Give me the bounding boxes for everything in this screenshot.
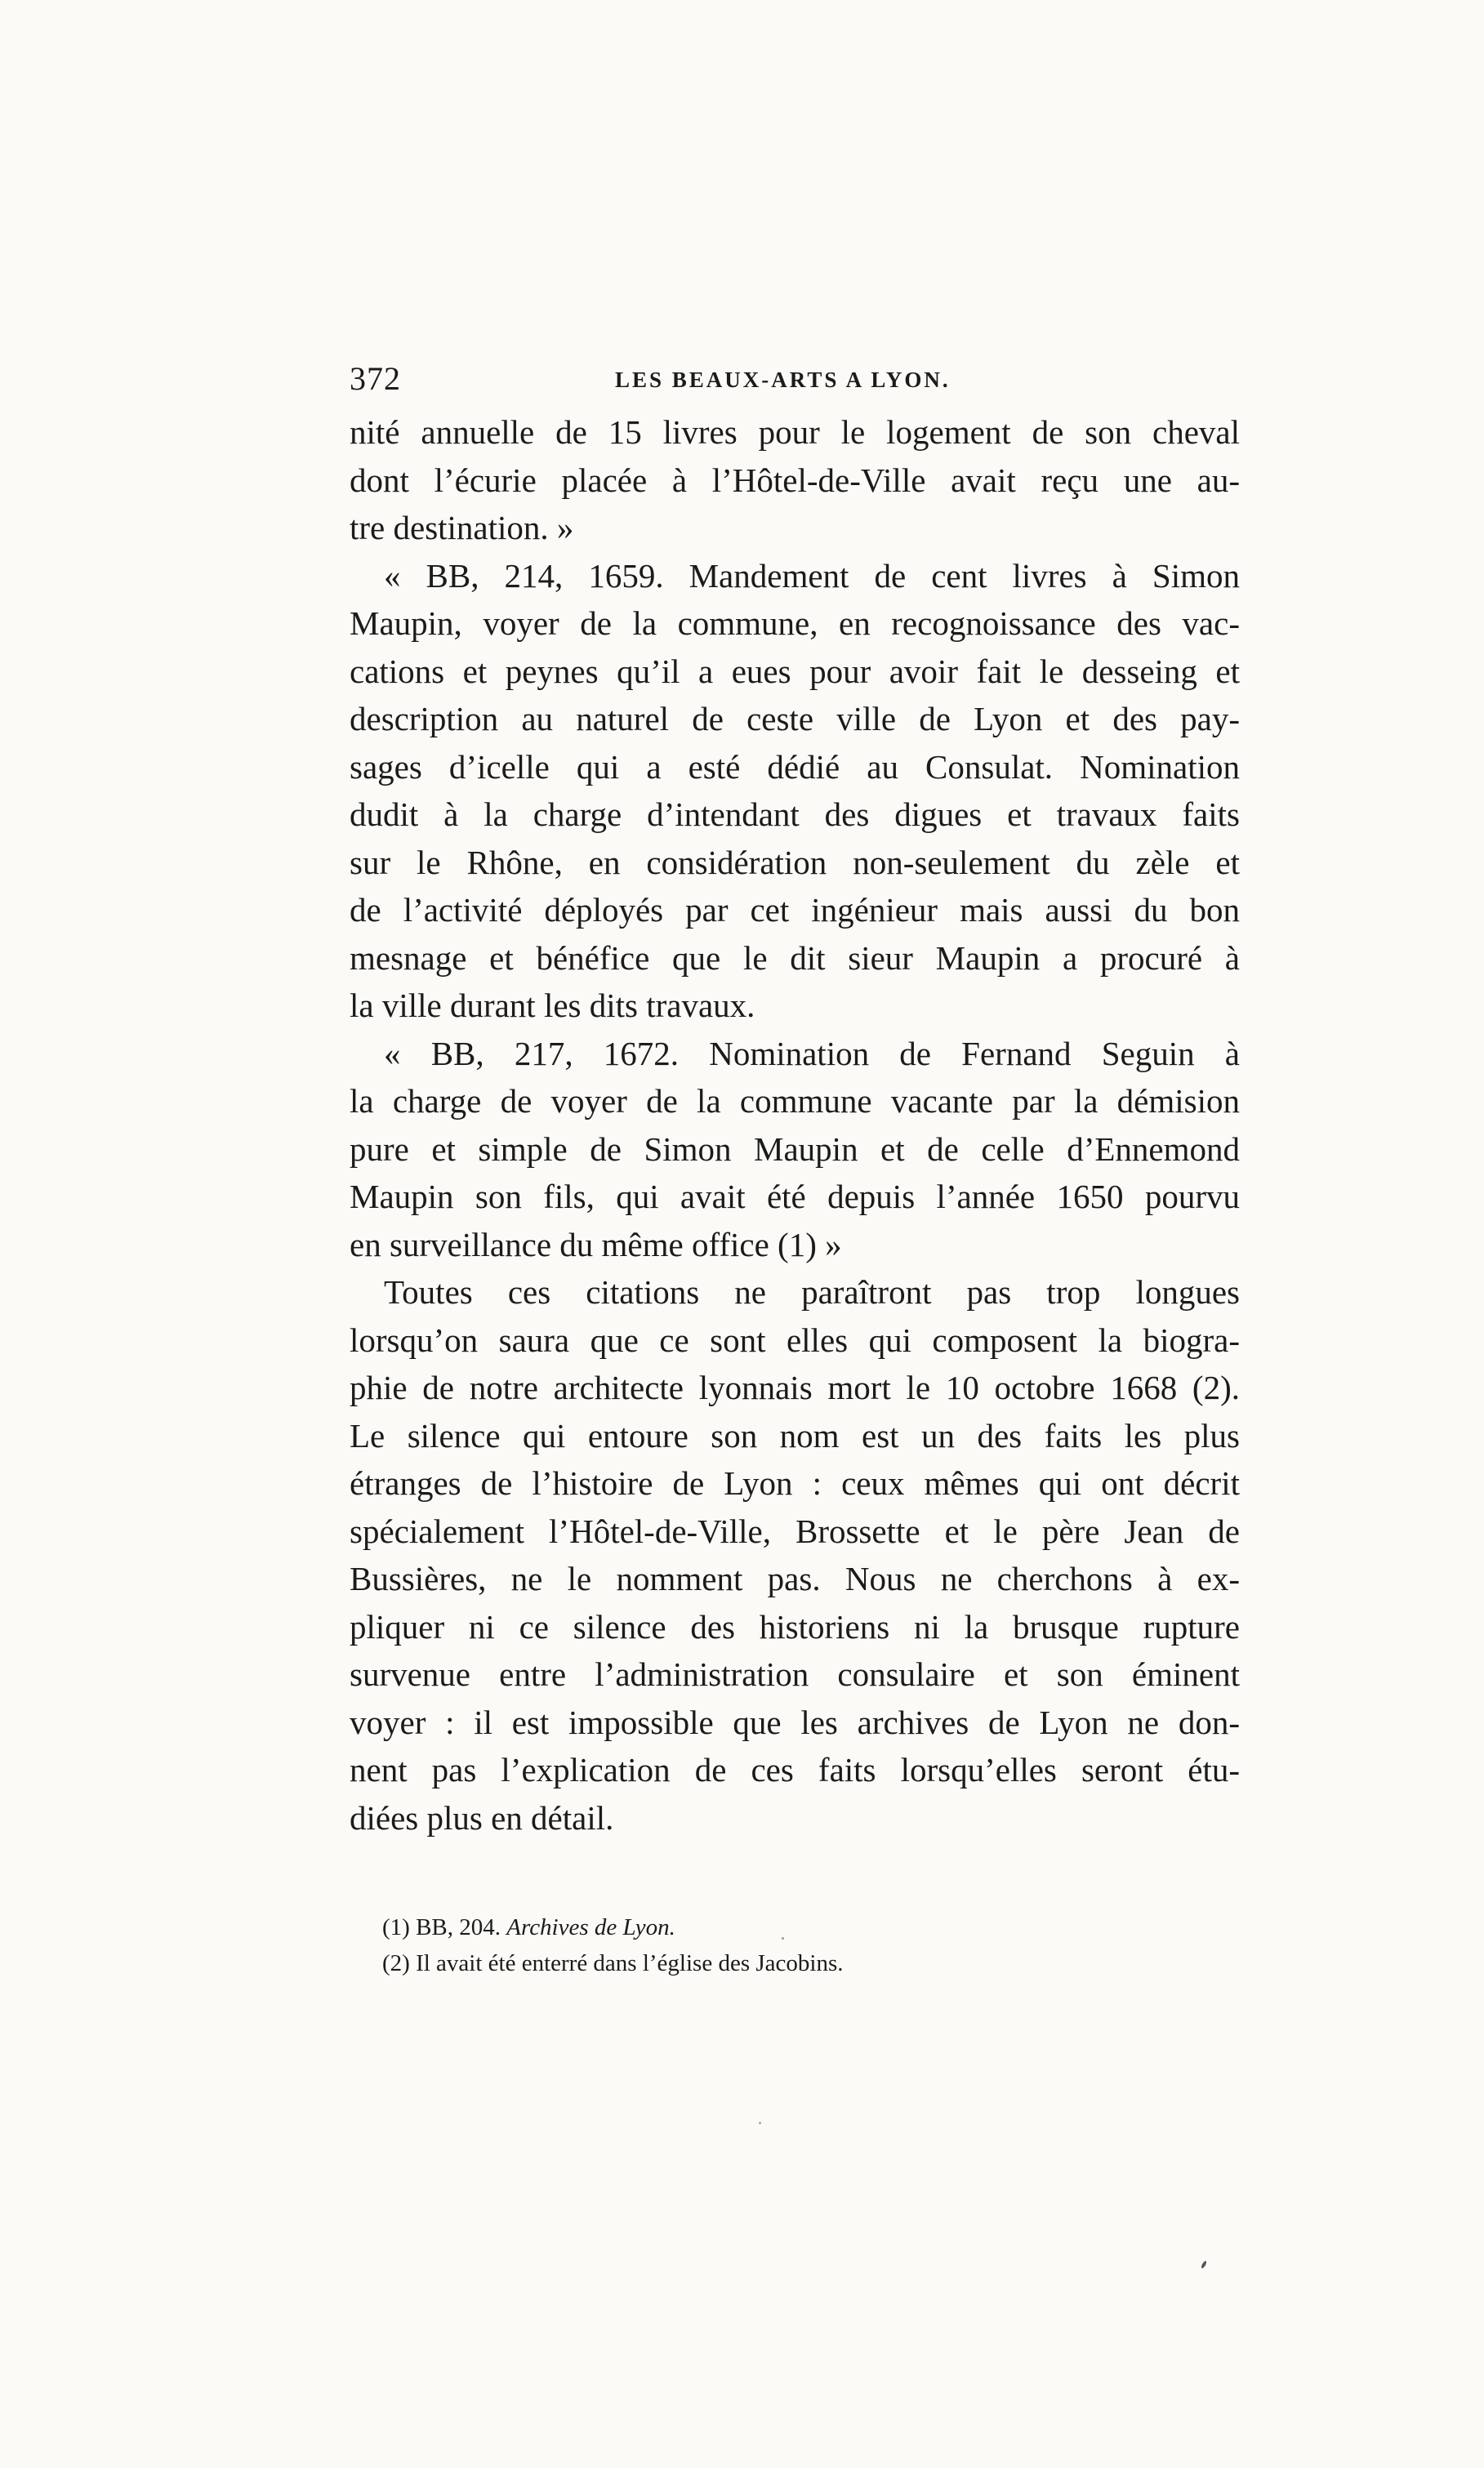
body-text [350, 408, 1240, 1842]
text-line: lorsqu’on saura que ce sont elles qui composent la biogra- [350, 1321, 1240, 1359]
footnote-2-mark: (2) [382, 1950, 410, 1976]
text-line: dudit à la charge d’intendant des digues et travaux faits [350, 795, 1240, 833]
paper-speck [1201, 2261, 1207, 2270]
text-line: sur le Rhône, en considération non-seulement du zèle et [350, 843, 1240, 881]
text-line: étranges de l’histoire de Lyon : ceux mêmes qui ont décrit [350, 1464, 1240, 1502]
footnote-1-mark: (1) [382, 1914, 410, 1940]
running-head: LES BEAUX-ARTS A LYON. [615, 368, 951, 392]
page-header [350, 359, 1240, 400]
text-line: phie de notre architecte lyonnais mort le 10 octobre 1668 (2). [350, 1369, 1240, 1406]
page-number: 372 [350, 360, 401, 397]
text-line: survenue entre l’administration consulaire et son éminent [350, 1655, 1240, 1693]
text-line: voyer : il est impossible que les archives de Lyon ne don- [350, 1703, 1240, 1741]
text-line: en surveillance du même office (1) » [350, 1225, 842, 1263]
text-line: Le silence qui entoure son nom est un des faits les plus [350, 1416, 1240, 1455]
text-line: dont l’écurie placée à l’Hôtel-de-Ville avait reçu une au- [350, 461, 1240, 499]
text-line: la ville durant les dits travaux. [350, 987, 755, 1024]
text-line: Toutes ces citations ne paraîtront pas trop longues [384, 1273, 1240, 1311]
text-line: nité annuelle de 15 livres pour le logement de son cheval [350, 413, 1240, 451]
text-line: spécialement l’Hôtel-de-Ville, Brossette et le père Jean de [350, 1512, 1240, 1550]
text-line: tre destination. » [350, 509, 574, 546]
text-line: pliquer ni ce silence des historiens ni la brusque rupture [350, 1607, 1240, 1646]
text-line: mesnage et bénéfice que le dit sieur Maupin a procuré à [350, 938, 1240, 977]
footnote-1-italic: Archives de Lyon. [506, 1914, 675, 1940]
text-line: pure et simple de Simon Maupin et de celle d’Ennemond [350, 1129, 1240, 1168]
paper-speck [782, 1937, 784, 1940]
text-line: Maupin, voyer de la commune, en recognoissance des vac- [350, 604, 1240, 642]
text-line: de l’activité déployés par cet ingénieur mais aussi du bon [350, 891, 1240, 929]
text-line: nent pas l’explication de ces faits lorsqu’elles seront étu- [350, 1751, 1240, 1789]
paper-speck [759, 2122, 761, 2124]
text-line: « BB, 217, 1672. Nomination de Fernand Seguin à [384, 1034, 1240, 1072]
text-line: Maupin son fils, qui avait été depuis l’année 1650 pourvu [350, 1178, 1240, 1215]
text-line: « BB, 214, 1659. Mandement de cent livres à Simon [384, 556, 1240, 595]
text-line: sages d’icelle qui a esté dédié au Consulat. Nomination [350, 747, 1240, 786]
footnote-1-text: BB, 204. [416, 1914, 501, 1940]
footnote-2-text: Il avait été enterré dans l’église des Jacobins. [416, 1950, 844, 1976]
footnote-2 [382, 1945, 1240, 1981]
text-line: description au naturel de ceste ville de Lyon et des pay- [350, 700, 1240, 737]
text-line: cations et peynes qu’il a eues pour avoir fait le desseing et [350, 652, 1240, 690]
text-line: diées plus en détail. [350, 1798, 614, 1837]
footnotes [382, 1909, 1240, 1981]
text-line: Bussières, ne le nomment pas. Nous ne cherchons à ex- [350, 1560, 1240, 1597]
text-line: la charge de voyer de la commune vacante par la démision [350, 1082, 1240, 1120]
footnote-1 [382, 1909, 1240, 1945]
